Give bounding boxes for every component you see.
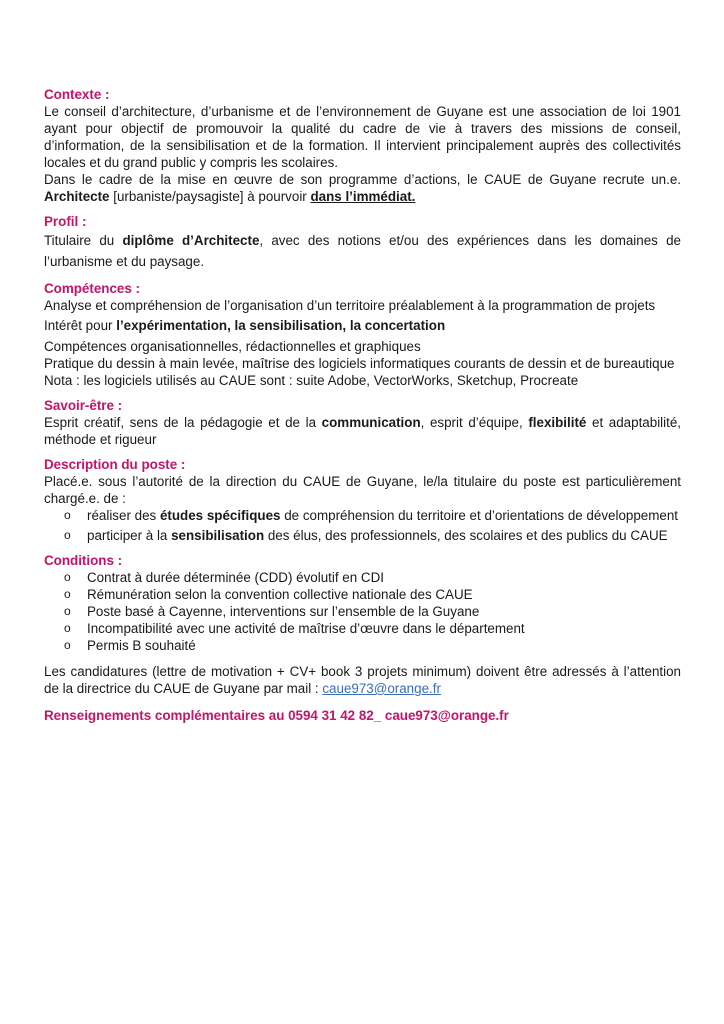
description-heading: Description du poste : (44, 457, 186, 472)
contact-info: Renseignements complémentaires au 0594 31 42 82_ caue973@orange.fr (44, 708, 509, 723)
competence-line: Compétences organisationnelles, rédactionnelles et graphiques (44, 339, 421, 354)
list-item: o Incompatibilité avec une activité de maîtrise d’œuvre dans le département (64, 621, 525, 636)
bullet-icon: o (64, 638, 71, 652)
list-item: o Contrat à durée déterminée (CDD) évolutif en CDI (64, 570, 384, 585)
section-conditions (44, 552, 681, 697)
contexte-recruitment: Dans le cadre de la mise en œuvre de son programme d’actions, le CAUE de Guyane recrute un.e. Architecte [urbaniste/paysagiste] à pourvoir dans l’immédiat. (44, 172, 681, 204)
conditions-list (44, 569, 681, 654)
list-item: o réaliser des études spécifiques de compréhension du territoire et d’orientations de développement (64, 508, 679, 523)
job-offer-body (44, 86, 681, 724)
section-competences (44, 280, 681, 389)
list-item: o Rémunération selon la convention collective nationale des CAUE (64, 587, 473, 602)
diploma: diplôme d’Architecte (122, 233, 260, 248)
list-item: o Poste basé à Cayenne, interventions sur l’ensemble de la Guyane (64, 604, 480, 619)
contexte-paragraph: Le conseil d’architecture, d’urbanisme et de l’environnement de Guyane est une association de loi 1901 ayant pour objectif de promouvoir la qualité du cadre de vie à travers des missions de conseil, d’information, de la sensibilisation et de la formation. Il intervient principalement auprès des collectivités locales et du grand public y compris les scolaires. (44, 104, 681, 170)
profil-paragraph: Titulaire du diplôme d’Architecte, avec des notions et/ou des expériences dans les domaines de l’urbanisme et du paysage. (44, 233, 681, 269)
bullet-icon: o (64, 508, 71, 522)
description-intro: Placé.e. sous l’autorité de la direction du CAUE de Guyane, le/la titulaire du poste est particulièrement chargé.e. de : (44, 474, 681, 506)
conditions-heading: Conditions : (44, 553, 123, 568)
candidatures-paragraph: Les candidatures (lettre de motivation + CV+ book 3 projets minimum) doivent être adressés à l’attention de la directrice du CAUE de Guyane par mail : caue973@orange.fr (44, 664, 681, 696)
bullet-icon: o (64, 570, 71, 584)
competence-note: Nota : les logiciels utilisés au CAUE sont : suite Adobe, VectorWorks, Sketchup, Procreate (44, 373, 579, 388)
bullet-icon: o (64, 621, 71, 635)
competence-line: Analyse et compréhension de l’organisation d’un territoire préalablement à la programmation de projets (44, 298, 656, 313)
section-savoir-etre (44, 397, 681, 448)
availability: dans l’immédiat. (310, 189, 416, 204)
bullet-icon: o (64, 587, 71, 601)
profil-heading: Profil : (44, 214, 87, 229)
description-list (44, 507, 681, 544)
bullet-icon: o (64, 604, 71, 618)
job-title: Architecte (44, 189, 110, 204)
section-contexte (44, 86, 681, 205)
section-profil (44, 213, 681, 272)
savoir-etre-paragraph: Esprit créatif, sens de la pédagogie et de la communication, esprit d’équipe, flexibilité et adaptabilité, méthode et rigueur (44, 415, 682, 447)
list-item: o Permis B souhaité (64, 638, 196, 653)
competences-heading: Compétences : (44, 281, 140, 296)
savoir-etre-heading: Savoir-être : (44, 398, 123, 413)
contexte-heading: Contexte : (44, 87, 110, 102)
email-link[interactable]: caue973@orange.fr (322, 681, 441, 696)
list-item: o participer à la sensibilisation des élus, des professionnels, des scolaires et des publics du CAUE (64, 528, 668, 543)
competence-line: Pratique du dessin à main levée, maîtrise des logiciels informatiques courants de dessin et de bureautique (44, 356, 675, 371)
competence-line: Intérêt pour l’expérimentation, la sensibilisation, la concertation (44, 318, 446, 333)
bullet-icon: o (64, 528, 71, 542)
section-description (44, 456, 681, 544)
